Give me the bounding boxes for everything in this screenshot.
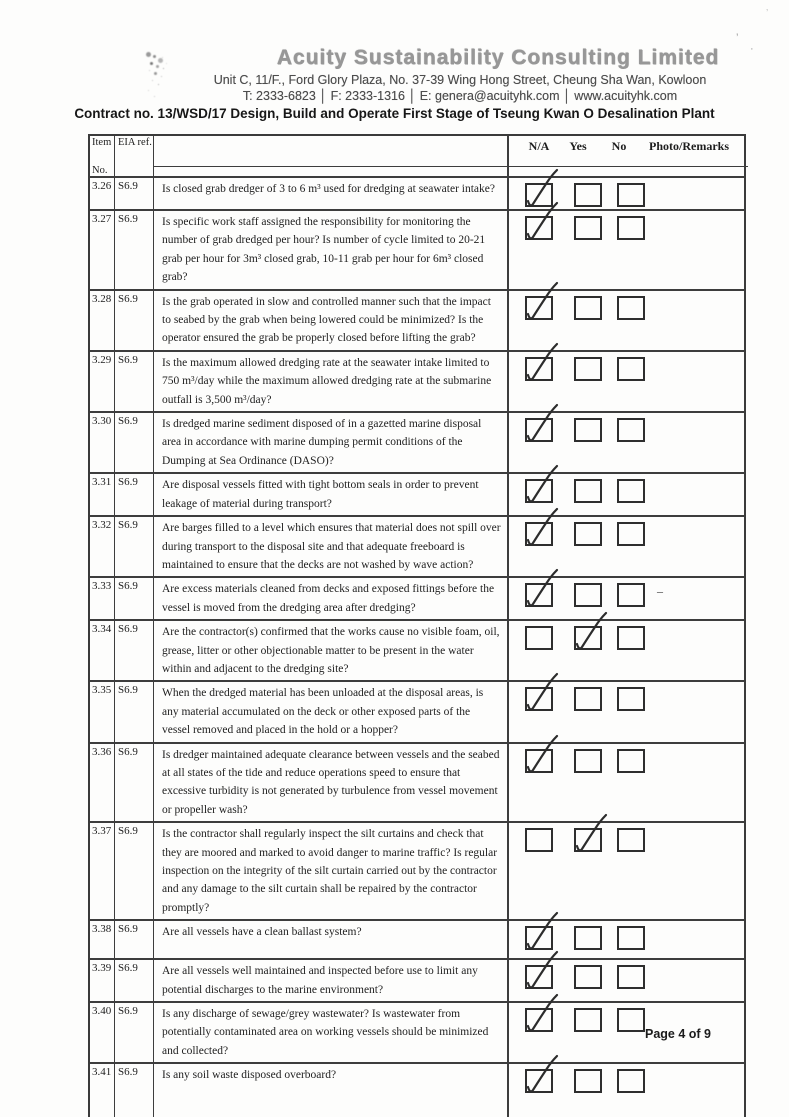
- table-row: [90, 289, 744, 350]
- table-row: [90, 176, 744, 209]
- item-no-cell: 3.30: [90, 413, 115, 472]
- question-text: Are disposal vessels fitted with tight bottom seals in order to prevent leakage of material during transport?: [154, 474, 509, 515]
- no-checkbox[interactable]: [617, 296, 645, 320]
- yes-checkbox[interactable]: [574, 1069, 602, 1093]
- item-no-cell: 3.39: [90, 960, 115, 1001]
- eia-ref-cell: S6.9: [115, 621, 154, 680]
- no-checkbox[interactable]: [617, 626, 645, 650]
- col-header-no: No.: [92, 165, 108, 176]
- eia-ref-cell: S6.9: [115, 960, 154, 1001]
- scan-artifact: ’: [736, 32, 739, 44]
- item-no-cell: 3.38: [90, 921, 115, 958]
- answer-cell: [509, 178, 748, 209]
- item-no-cell: 3.26: [90, 178, 115, 209]
- table-row: [90, 821, 744, 919]
- item-no-cell: 3.32: [90, 517, 115, 576]
- no-checkbox[interactable]: [617, 1008, 645, 1032]
- question-text: Are excess materials cleaned from decks and exposed fittings before the vessel is moved from the dredging area after dredging?: [154, 578, 509, 619]
- eia-ref-cell: S6.9: [115, 211, 154, 289]
- no-checkbox[interactable]: [617, 583, 645, 607]
- answer-cell: [509, 621, 748, 680]
- item-no-cell: 3.28: [90, 291, 115, 350]
- table-header-row: [90, 136, 744, 176]
- yes-checkbox[interactable]: [574, 1008, 602, 1032]
- answer-cell: [509, 211, 748, 289]
- table-row: [90, 958, 744, 1001]
- na-checkbox[interactable]: [525, 626, 553, 650]
- yes-checkbox[interactable]: [574, 183, 602, 207]
- answer-cell: [509, 682, 748, 741]
- question-text: Is the grab operated in slow and controlled manner such that the impact to seabed by the grab when being lowered could be minimized? Is the operator ensured the grab be properly closed before lifting the grab?: [154, 291, 509, 350]
- answer-cell: [509, 1003, 748, 1062]
- item-no-cell: 3.31: [90, 474, 115, 515]
- eia-ref-cell: S6.9: [115, 578, 154, 619]
- eia-ref-cell: S6.9: [115, 178, 154, 209]
- yes-checkbox[interactable]: [574, 687, 602, 711]
- scan-artifact: ·: [750, 43, 754, 55]
- col-header-question: [154, 136, 509, 176]
- item-no-cell: 3.27: [90, 211, 115, 289]
- na-checkbox-checked[interactable]: [525, 749, 553, 773]
- table-body: [90, 176, 744, 1117]
- yes-checkbox[interactable]: [574, 357, 602, 381]
- answer-cell: [509, 921, 748, 958]
- eia-ref-cell: S6.9: [115, 517, 154, 576]
- col-header-photo-remarks: Photo/Remarks: [649, 139, 729, 153]
- yes-checkbox[interactable]: [574, 749, 602, 773]
- question-text: Is any soil waste disposed overboard?: [154, 1064, 509, 1117]
- item-no-cell: 3.35: [90, 682, 115, 741]
- letterhead: [130, 46, 789, 103]
- table-row: [90, 619, 744, 680]
- na-checkbox-checked[interactable]: [525, 965, 553, 989]
- yes-checkbox[interactable]: [574, 216, 602, 240]
- col-header-yes: Yes: [569, 139, 587, 153]
- eia-ref-cell: S6.9: [115, 682, 154, 741]
- eia-ref-cell: S6.9: [115, 291, 154, 350]
- company-name: Acuity Sustainability Consulting Limited: [276, 46, 720, 69]
- na-checkbox-checked[interactable]: [525, 1069, 553, 1093]
- table-row: [90, 742, 744, 822]
- na-checkbox-checked[interactable]: [525, 216, 553, 240]
- answer-cell: [509, 352, 748, 411]
- question-text: Is specific work staff assigned the responsibility for monitoring the number of grab dredged per hour? Is number of cycle limited to 20-21 grab per hour for 3m³ closed grab, 10-11 grab per hour for 6m³ closed grab?: [154, 211, 509, 289]
- answer-cell: [509, 474, 748, 515]
- na-checkbox-checked[interactable]: [525, 479, 553, 503]
- eia-ref-cell: S6.9: [115, 744, 154, 822]
- na-checkbox-checked[interactable]: [525, 357, 553, 381]
- eia-ref-cell: S6.9: [115, 921, 154, 958]
- no-checkbox[interactable]: [617, 687, 645, 711]
- table-row: [90, 576, 744, 619]
- no-checkbox[interactable]: [617, 1069, 645, 1093]
- yes-checkbox[interactable]: [574, 926, 602, 950]
- item-no-cell: 3.33: [90, 578, 115, 619]
- no-checkbox[interactable]: [617, 749, 645, 773]
- question-text: Is the maximum allowed dredging rate at the seawater intake limited to 750 m³/day while the maximum allowed dredging rate at the submarine outfall is 3,500 m³/day?: [154, 352, 509, 411]
- na-checkbox-checked[interactable]: [525, 1008, 553, 1032]
- eia-ref-cell: S6.9: [115, 1064, 154, 1117]
- header-divider-line: [154, 166, 748, 167]
- question-text: Is the contractor shall regularly inspect the silt curtains and check that they are moored and marked to avoid danger to marine traffic? Is regular inspection on the integrity of the silt curtain carried out by the contractor and any damage to the silt curtain shall be repaired by the contractor promptly?: [154, 823, 509, 919]
- question-text: Are all vessels well maintained and inspected before use to limit any potential discharges to the marine environment?: [154, 960, 509, 1001]
- table-row: [90, 411, 744, 472]
- no-checkbox[interactable]: [617, 522, 645, 546]
- answer-cell: [509, 578, 748, 619]
- table-row: [90, 472, 744, 515]
- answer-cell: [509, 823, 748, 919]
- yes-checkbox[interactable]: [574, 418, 602, 442]
- na-checkbox-checked[interactable]: [525, 522, 553, 546]
- checklist-table: [88, 134, 746, 1117]
- page-number: Page 4 of 9: [645, 1027, 711, 1041]
- question-text: Are the contractor(s) confirmed that the works cause no visible foam, oil, grease, litter or other objectionable matter to be present in the water within and adjacent to the dredging site?: [154, 621, 509, 680]
- col-header-no-answer: No: [611, 139, 627, 153]
- answer-cell: [509, 517, 748, 576]
- table-row: [90, 919, 744, 958]
- yes-checkbox-checked[interactable]: [574, 828, 602, 852]
- no-checkbox[interactable]: [617, 357, 645, 381]
- question-text: Is dredged marine sediment disposed of in a gazetted marine disposal area in accordance with marine dumping permit conditions of the Dumping at Sea Ordinance (DASO)?: [154, 413, 509, 472]
- col-header-na: N/A: [528, 139, 550, 153]
- yes-checkbox[interactable]: [574, 296, 602, 320]
- na-checkbox-checked[interactable]: [525, 296, 553, 320]
- no-checkbox[interactable]: [617, 216, 645, 240]
- col-header-item: Item: [92, 137, 112, 148]
- no-checkbox[interactable]: [617, 828, 645, 852]
- table-row: [90, 350, 744, 411]
- table-row: [90, 515, 744, 576]
- company-address: Unit C, 11/F., Ford Glory Plaza, No. 37-39 Wing Hong Street, Cheung Sha Wan, Kowloon: [213, 73, 707, 87]
- question-text: When the dredged material has been unloaded at the disposal areas, is any material accumulated on the deck or other exposed parts of the vessel removed and placed in the hold or a hopper?: [154, 682, 509, 741]
- eia-ref-cell: S6.9: [115, 352, 154, 411]
- eia-ref-cell: S6.9: [115, 413, 154, 472]
- scan-artifact: ’: [766, 8, 769, 19]
- no-checkbox[interactable]: [617, 479, 645, 503]
- na-checkbox-checked[interactable]: [525, 418, 553, 442]
- answer-cell: [509, 1064, 748, 1117]
- question-text: Is closed grab dredger of 3 to 6 m³ used for dredging at seawater intake?: [154, 178, 509, 209]
- question-text: Are all vessels have a clean ballast system?: [154, 921, 509, 958]
- yes-checkbox[interactable]: [574, 479, 602, 503]
- yes-checkbox[interactable]: [574, 965, 602, 989]
- question-text: Is dredger maintained adequate clearance between vessels and the seabed at all states of the tide and reduce operations speed to ensure that excessive turbidity is not generated by turbulence from vessel movement or propeller wash?: [154, 744, 509, 822]
- item-no-cell: 3.40: [90, 1003, 115, 1062]
- yes-checkbox-checked[interactable]: [574, 626, 602, 650]
- answer-cell: [509, 744, 748, 822]
- na-checkbox-checked[interactable]: [525, 183, 553, 207]
- no-checkbox[interactable]: [617, 418, 645, 442]
- item-no-cell: 3.34: [90, 621, 115, 680]
- na-checkbox-checked[interactable]: [525, 687, 553, 711]
- answer-cell: [509, 960, 748, 1001]
- item-no-cell: 3.36: [90, 744, 115, 822]
- na-checkbox[interactable]: [525, 828, 553, 852]
- company-contact: T: 2333-6823 │ F: 2333-1316 │ E: genera@acuityhk.com │ www.acuityhk.com: [242, 89, 678, 103]
- yes-checkbox[interactable]: [574, 522, 602, 546]
- answer-cell: [509, 291, 748, 350]
- col-header-answers: [509, 136, 748, 176]
- question-text: Is any discharge of sewage/grey wastewater? Is wastewater from potentially contaminated area on working vessels should be minimized and collected?: [154, 1003, 509, 1062]
- item-no-cell: 3.41: [90, 1064, 115, 1117]
- eia-ref-cell: S6.9: [115, 823, 154, 919]
- remark-text: –: [657, 584, 663, 599]
- no-checkbox[interactable]: [617, 183, 645, 207]
- item-no-cell: 3.37: [90, 823, 115, 919]
- item-no-cell: 3.29: [90, 352, 115, 411]
- eia-ref-cell: S6.9: [115, 474, 154, 515]
- table-row: [90, 1062, 744, 1117]
- table-row: [90, 680, 744, 741]
- question-text: Are barges filled to a level which ensures that material does not spill over during transport to the disposal site and that adequate freeboard is maintained to ensure that the decks are not washed by wave action?: [154, 517, 509, 576]
- no-checkbox[interactable]: [617, 965, 645, 989]
- answer-cell: [509, 413, 748, 472]
- col-header-item-no: [90, 136, 115, 176]
- eia-ref-cell: S6.9: [115, 1003, 154, 1062]
- col-header-eia-ref: EIA ref.: [115, 136, 154, 176]
- na-checkbox-checked[interactable]: [525, 583, 553, 607]
- na-checkbox-checked[interactable]: [525, 926, 553, 950]
- yes-checkbox[interactable]: [574, 583, 602, 607]
- no-checkbox[interactable]: [617, 926, 645, 950]
- document-title: Contract no. 13/WSD/17 Design, Build and Operate First Stage of Tseung Kwan O Desalination Plant: [74, 106, 715, 121]
- table-row: [90, 209, 744, 289]
